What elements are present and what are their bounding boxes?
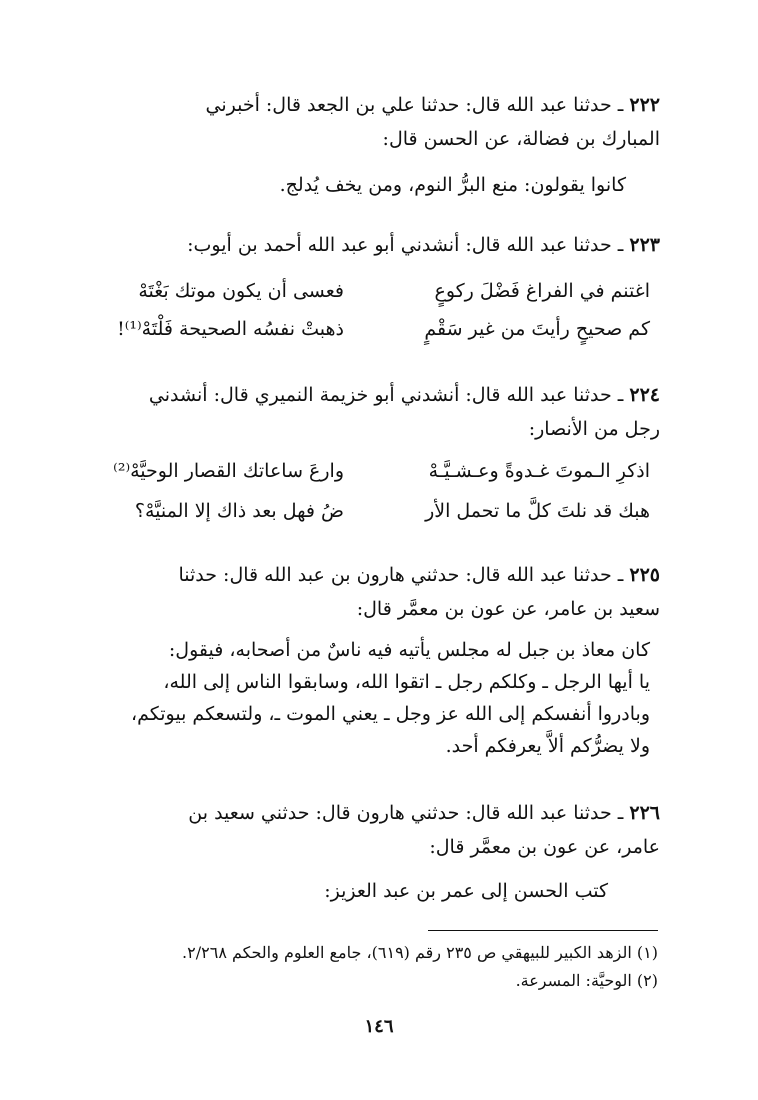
- entry-225-heading: [100, 558, 660, 626]
- verse-second-hemistich: فعسى أن يكون موتك بَغْتَهْ: [138, 280, 344, 302]
- paragraph-line: وبادروا أنفسكم إلى الله عز وجل ـ يعني الموت ـ، ولتسعكم بيوتكم،: [130, 703, 650, 725]
- verse-line: [100, 500, 650, 540]
- verse-first-hemistich: اذكرِ الـموتَ غـدوةً وعـشـيَّـهْ: [428, 460, 650, 482]
- verse-second-hemistich: ضُ فهل بعد ذاك إلا المنيَّهْ؟: [134, 500, 344, 522]
- footnote-divider: [428, 930, 658, 931]
- entry-225-paragraph: [100, 634, 650, 762]
- entry-223-line-1: [100, 228, 660, 262]
- verse-second-hemistich: وارعَ ساعاتك القصار الوحيَّهْ⁽²⁾: [113, 460, 344, 482]
- footnote-2: (٢) الوحيَّة: المسرعة.: [515, 971, 658, 990]
- verse-first-hemistich: اغتنم في الفراغ فَضْلَ ركوعٍ: [434, 280, 650, 302]
- entry-number: ٢٢٣: [629, 234, 660, 256]
- entry-222-line-1: [100, 88, 660, 122]
- verse-line: [100, 280, 650, 320]
- entry-222-heading: [100, 88, 660, 156]
- page-number: ١٤٦: [364, 1016, 394, 1037]
- verse-first-hemistich: كم صحيحٍ رأيتَ من غير سَقْمٍ: [424, 318, 650, 340]
- entry-225-line-1: [100, 558, 660, 592]
- entry-222-line-2: المبارك بن فضالة، عن الحسن قال:: [382, 128, 660, 150]
- entry-224-head-text-1: ـ حدثنا عبد الله قال: أنشدني أبو خزيمة النميري قال: أنشدني: [148, 384, 624, 406]
- entry-225-head-text-1: ـ حدثنا عبد الله قال: حدثني هارون بن عبد الله قال: حدثنا: [178, 564, 624, 586]
- entry-222-head-text-1: ـ حدثنا عبد الله قال: حدثنا علي بن الجعد قال: أخبرني: [205, 94, 624, 116]
- footnote-1: (١) الزهد الكبير للبيهقي ص ٢٣٥ رقم (٦١٩)، جامع العلوم والحكم ٢/٢٦٨.: [182, 943, 658, 962]
- entry-226-head-text-1: ـ حدثنا عبد الله قال: حدثني هارون قال: حدثني سعيد بن: [188, 802, 624, 824]
- entry-224-line-1: [100, 378, 660, 412]
- entry-222-quote: كانوا يقولون: منع البرُّ النوم، ومن يخف يُدلج.: [279, 174, 626, 196]
- entry-225-line-2: سعيد بن عامر، عن عون بن معمَّر قال:: [356, 598, 660, 620]
- entry-223-heading: [100, 228, 660, 262]
- verse-line: [100, 460, 650, 500]
- entry-number: ٢٢٦: [629, 802, 660, 824]
- entry-223-head-text-1: ـ حدثنا عبد الله قال: أنشدني أبو عبد الله أحمد بن أيوب:: [187, 234, 624, 256]
- entry-226-line-1: [100, 796, 660, 830]
- entry-226-quote: كتب الحسن إلى عمر بن عبد العزيز:: [324, 880, 608, 902]
- entry-226-line-2: عامر، عن عون بن معمَّر قال:: [429, 836, 660, 858]
- entry-226-heading: [100, 796, 660, 864]
- entry-number: ٢٢٢: [629, 94, 660, 116]
- verse-line: [100, 318, 650, 358]
- paragraph-line: يا أيها الرجل ـ وكلكم رجل ـ اتقوا الله، وسابقوا الناس إلى الله،: [163, 671, 650, 693]
- entry-number: ٢٢٥: [629, 564, 660, 586]
- verse-second-hemistich: ذهبتْ نفسُه الصحيحة فَلْتَهْ⁽¹⁾!: [117, 318, 344, 340]
- verse-first-hemistich: هبك قد نلتَ كلَّ ما تحمل الأر: [425, 500, 650, 522]
- entry-224-heading: [100, 378, 660, 446]
- entry-224-line-2: رجل من الأنصار:: [528, 418, 660, 440]
- paragraph-line: ولا يضرُّكم ألاَّ يعرفكم أحد.: [445, 735, 650, 757]
- paragraph-line: كان معاذ بن جبل له مجلس يأتيه فيه ناسٌ من أصحابه، فيقول:: [168, 639, 650, 661]
- entry-number: ٢٢٤: [629, 384, 660, 406]
